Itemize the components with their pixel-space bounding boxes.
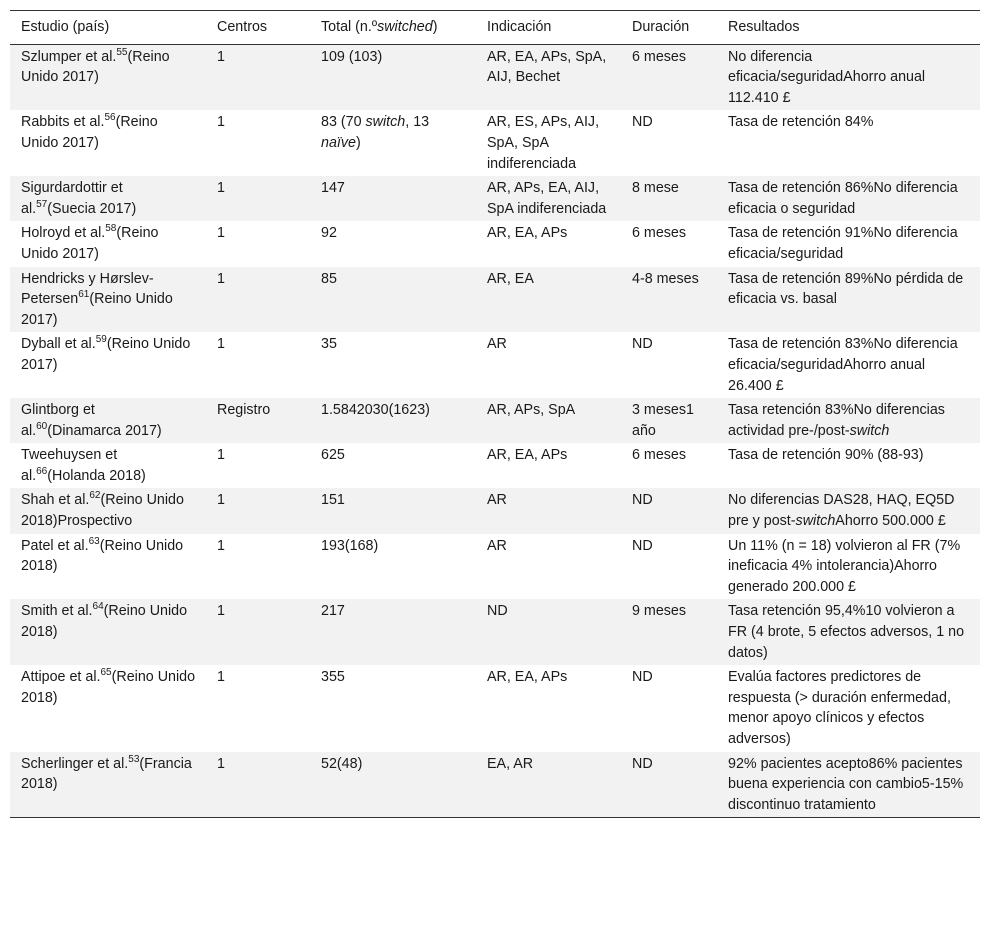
cell-centros: 1 <box>217 270 225 287</box>
reference-link[interactable]: 57 <box>36 198 48 210</box>
cell-indicacion: AR <box>487 336 507 353</box>
reference-link[interactable]: 63 <box>88 535 100 547</box>
cell-resultados: Tasa de retención 83%No diferencia eficacia/seguridadAhorro anual 26.400 £ <box>728 336 958 394</box>
biosimilar-switch-studies-table <box>10 10 980 818</box>
table-row <box>10 176 980 221</box>
cell-centros: 1 <box>217 447 225 464</box>
cell-estudio: Shah et al.$^{62}$(Reino Unido 2018)Prospectivo <box>21 490 184 530</box>
reference-link[interactable]: 66 <box>36 466 48 478</box>
cell-indicacion: AR, ES, APs, AIJ, SpA, SpA indiferenciada <box>487 114 600 172</box>
cell-estudio: Tweehuysen et al.$^{66}$(Holanda 2018) <box>21 447 146 484</box>
cell-centros: 1 <box>217 336 225 353</box>
cell-total: 193(168) <box>321 537 379 554</box>
cell-resultados: Evalúa factores predictores de respuesta (> duración enfermedad, menor apoyo clínicos y efectos adversos) <box>728 669 951 747</box>
cell-total: 147 <box>321 180 345 197</box>
cell-centros: 1 <box>217 537 225 554</box>
cell-total: 52(48) <box>321 755 363 772</box>
cell-centros: 1 <box>217 114 225 131</box>
cell-duracion: ND <box>632 537 653 554</box>
reference-link[interactable]: 64 <box>92 601 104 613</box>
cell-resultados: No diferencia eficacia/seguridadAhorro anual 112.410 £ <box>728 48 926 106</box>
cell-duracion: 4-8 meses <box>632 270 699 287</box>
cell-resultados: Tasa de retención 90% (88-93) <box>728 447 924 464</box>
cell-indicacion: AR, EA, APs, SpA, AIJ, Bechet <box>487 48 607 86</box>
cell-total: 83 (70 switch, 13 naïve) <box>321 114 430 151</box>
cell-estudio: Scherlinger et al.$^{53}$(Francia 2018) <box>21 753 192 793</box>
cell-resultados: Tasa de retención 84% <box>728 114 874 131</box>
cell-duracion: ND <box>632 336 653 353</box>
cell-duracion: 8 mese <box>632 180 679 197</box>
cell-centros: 1 <box>217 225 225 242</box>
cell-total: 217 <box>321 603 345 620</box>
table-row <box>10 488 980 533</box>
cell-indicacion: AR, EA, APs <box>487 669 568 686</box>
reference-link[interactable]: 55 <box>116 46 128 58</box>
cell-total: 151 <box>321 492 345 509</box>
table-row <box>10 221 980 266</box>
reference-link[interactable]: 61 <box>78 289 90 301</box>
cell-total: 625 <box>321 447 345 464</box>
cell-duracion: 6 meses <box>632 48 687 65</box>
table-row <box>10 443 980 488</box>
cell-centros: 1 <box>217 180 225 197</box>
cell-centros: Registro <box>217 402 271 419</box>
cell-resultados: Tasa retención 83%No diferencias actividad pre-/post-switch <box>728 402 945 439</box>
cell-resultados: Tasa de retención 89%No pérdida de eficacia vs. basal <box>728 270 964 308</box>
cell-duracion: 3 meses1 año <box>632 402 694 439</box>
table-row <box>10 752 980 818</box>
cell-indicacion: AR, EA, APs <box>487 447 568 464</box>
header-centros: Centros <box>217 19 268 35</box>
cell-indicacion: AR <box>487 492 507 509</box>
cell-centros: 1 <box>217 492 225 509</box>
cell-estudio: Holroyd et al.$^{58}$(Reino Unido 2017) <box>21 223 159 262</box>
cell-duracion: 6 meses <box>632 225 687 242</box>
cell-indicacion: AR, EA <box>487 270 534 287</box>
table-row <box>10 534 980 600</box>
cell-total: 355 <box>321 669 345 686</box>
reference-link[interactable]: 56 <box>104 112 116 124</box>
reference-link[interactable]: 60 <box>36 420 48 432</box>
cell-indicacion: AR, EA, APs <box>487 225 568 242</box>
cell-estudio: Rabbits et al.$^{56}$(Reino Unido 2017) <box>21 112 158 151</box>
cell-total: 92 <box>321 225 337 242</box>
cell-estudio: Szlumper et al.$^{55}$(Reino Unido 2017) <box>21 46 170 86</box>
header-duracion: Duración <box>632 19 690 35</box>
table-row <box>10 665 980 751</box>
cell-estudio: Attipoe et al.$^{65}$(Reino Unido 2018) <box>21 667 196 706</box>
table-row <box>10 267 980 333</box>
cell-duracion: ND <box>632 755 653 772</box>
cell-estudio: Glintborg et al.$^{60}$(Dinamarca 2017) <box>21 402 162 439</box>
cell-estudio: Sigurdardottir et al.$^{57}$(Suecia 2017) <box>21 180 137 217</box>
cell-total: 1.5842030(1623) <box>321 402 430 419</box>
cell-centros: 1 <box>217 48 225 65</box>
cell-resultados: Un 11% (n = 18) volvieron al FR (7% ineficacia 4% intolerancia)Ahorro generado 200.000 £ <box>728 537 961 595</box>
cell-total: 85 <box>321 270 337 287</box>
cell-duracion: ND <box>632 669 653 686</box>
header-total: Total (n.ºswitched) <box>321 19 438 35</box>
cell-indicacion: AR, APs, SpA <box>487 402 576 419</box>
study-table-container <box>10 10 980 818</box>
reference-link[interactable]: 59 <box>95 334 107 346</box>
cell-resultados: Tasa de retención 91%No diferencia eficacia/seguridad <box>728 225 958 262</box>
cell-estudio: Hendricks y Hørslev-Petersen$^{61}$(Reino Unido 2017) <box>21 270 173 328</box>
header-indicacion: Indicación <box>487 19 552 35</box>
cell-resultados: Tasa de retención 86%No diferencia eficacia o seguridad <box>728 180 958 217</box>
cell-centros: 1 <box>217 755 225 772</box>
cell-duracion: ND <box>632 114 653 131</box>
reference-link[interactable]: 53 <box>128 753 140 765</box>
table-row <box>10 110 980 176</box>
cell-duracion: 9 meses <box>632 603 687 620</box>
cell-resultados: Tasa retención 95,4%10 volvieron a FR (4 brote, 5 efectos adversos, 1 no datos) <box>728 603 965 661</box>
table-row <box>10 599 980 665</box>
cell-total: 109 (103) <box>321 48 383 65</box>
table-header-row <box>10 11 980 45</box>
cell-indicacion: EA, AR <box>487 755 534 772</box>
header-estudio: Estudio (país) <box>21 19 110 35</box>
cell-indicacion: ND <box>487 603 508 620</box>
reference-link[interactable]: 62 <box>89 490 101 502</box>
cell-centros: 1 <box>217 603 225 620</box>
header-resultados: Resultados <box>728 19 800 35</box>
reference-link[interactable]: 65 <box>100 667 112 679</box>
cell-resultados: 92% pacientes acepto86% pacientes buena experiencia con cambio5-15% discontinuo tratamiento <box>728 755 964 813</box>
cell-duracion: 6 meses <box>632 447 687 464</box>
cell-total: 35 <box>321 336 337 353</box>
reference-link[interactable]: 58 <box>105 223 117 235</box>
table-row <box>10 398 980 443</box>
cell-duracion: ND <box>632 492 653 509</box>
table-row <box>10 44 980 110</box>
cell-estudio: Dyball et al.$^{59}$(Reino Unido 2017) <box>21 334 191 373</box>
cell-indicacion: AR <box>487 537 507 554</box>
cell-estudio: Smith et al.$^{64}$(Reino Unido 2018) <box>21 601 188 641</box>
cell-indicacion: AR, APs, EA, AIJ, SpA indiferenciada <box>487 180 607 217</box>
table-row <box>10 332 980 398</box>
cell-centros: 1 <box>217 669 225 686</box>
cell-resultados: No diferencias DAS28, HAQ, EQ5D pre y post-switchAhorro 500.000 £ <box>728 492 955 530</box>
cell-estudio: Patel et al.$^{63}$(Reino Unido 2018) <box>21 535 184 575</box>
